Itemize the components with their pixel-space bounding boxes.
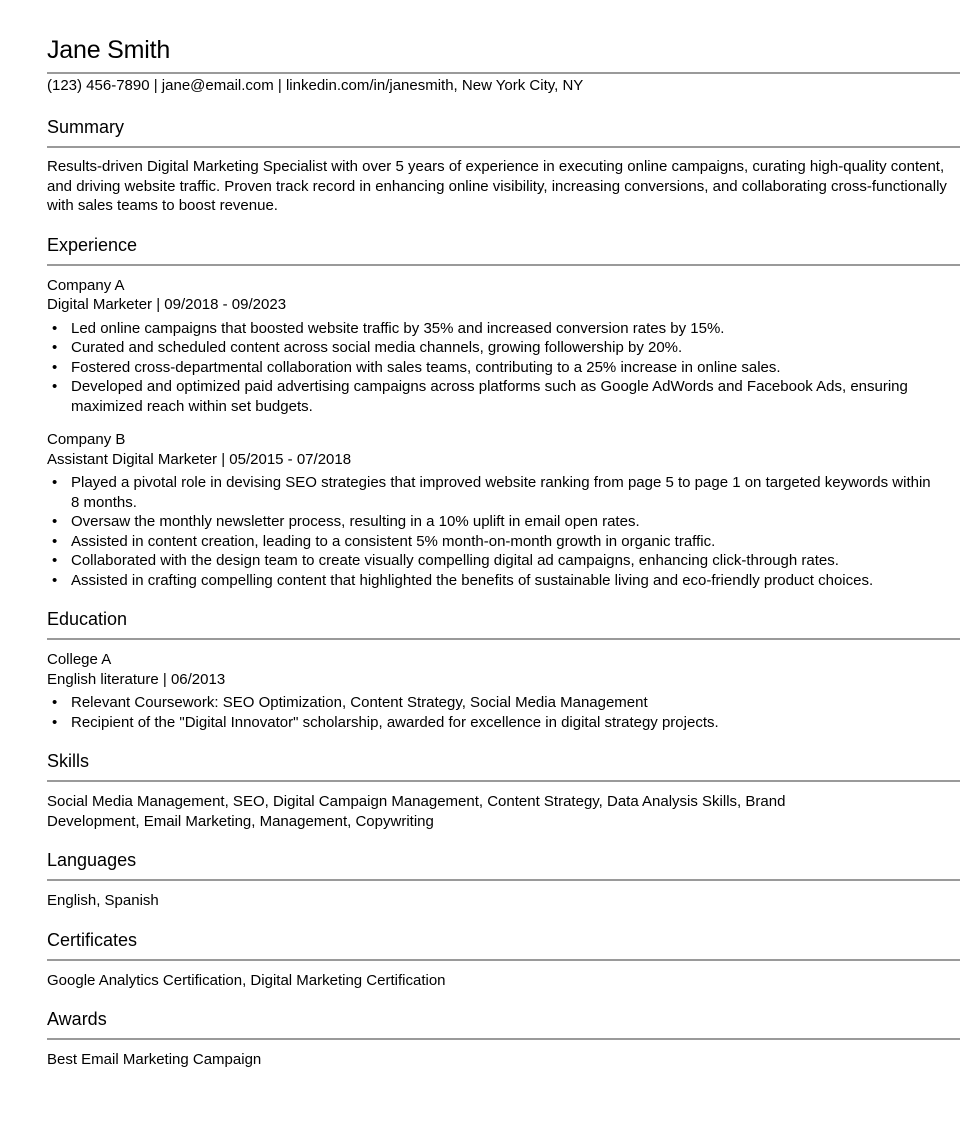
experience-company: Company A <box>47 276 125 294</box>
skills-title: Skills <box>47 751 90 771</box>
education-section <box>47 608 960 732</box>
experience-entry <box>47 430 942 590</box>
list-item: • Collaborated with the design team to create visually compelling digital ad campaigns, enhancing click-through rates. <box>71 551 942 571</box>
languages-title: Languages <box>47 850 137 870</box>
education-degree: English literature | 06/2013 <box>47 670 226 688</box>
experience-role: Digital Marketer | 09/2018 - 09/2023 <box>47 296 287 313</box>
experience-company: Company B <box>47 431 126 448</box>
experience-body <box>47 276 942 591</box>
languages-section <box>47 849 960 911</box>
summary-title: Summary <box>47 117 125 137</box>
education-school: College A <box>47 651 112 668</box>
resume-header <box>47 34 960 96</box>
summary-divider <box>47 146 960 148</box>
list-item: • Fostered cross-departmental collaboration with sales teams, contributing to a 25% increase in online sales. <box>71 358 942 378</box>
education-entry <box>47 650 947 732</box>
skills-section <box>47 750 960 831</box>
list-item: • Recipient of the "Digital Innovator" scholarship, awarded for excellence in digital strategy projects. <box>71 713 947 733</box>
awards-title: Awards <box>47 1009 107 1029</box>
experience-bullets <box>47 473 942 590</box>
certificates-divider <box>47 959 960 961</box>
list-item: • Oversaw the monthly newsletter process, resulting in a 10% uplift in email open rates. <box>71 512 942 532</box>
skills-text: Social Media Management, SEO, Digital Campaign Management, Content Strategy, Data Analysis Skills, Brand Development, Email Marketing, Management, Copywriting <box>47 793 786 830</box>
languages-divider <box>47 879 960 881</box>
experience-title: Experience <box>47 234 138 255</box>
summary-section <box>47 116 960 216</box>
contact-line: (123) 456-7890 | jane@email.com | linkedin.com/in/janesmith, New York City, NY <box>47 77 584 94</box>
candidate-name: Jane Smith <box>47 36 171 64</box>
certificates-section <box>47 929 960 991</box>
skills-divider <box>47 780 960 782</box>
awards-text: Best Email Marketing Campaign <box>47 1051 262 1068</box>
experience-entry <box>47 276 942 417</box>
education-title: Education <box>47 609 128 629</box>
experience-role: Assistant Digital Marketer | 05/2015 - 07/2018 <box>47 450 352 468</box>
experience-bullets <box>47 319 942 417</box>
list-item: • Led online campaigns that boosted website traffic by 35% and increased conversion rates by 15%. <box>71 319 942 339</box>
experience-section <box>47 234 960 591</box>
summary-text: Results-driven Digital Marketing Specialist with over 5 years of experience in executing online campaigns, curating high-quality content, and driving website traffic. Proven track record in enhancing online visibility, increasing conversions, and collaborating cross-functionally with sales teams to boost revenue. <box>47 158 947 214</box>
certificates-title: Certificates <box>47 929 138 950</box>
list-item: • Curated and scheduled content across social media channels, growing followership by 20%. <box>71 338 942 358</box>
list-item: • Assisted in content creation, leading to a consistent 5% month-on-month growth in organic traffic. <box>71 532 942 552</box>
experience-divider <box>47 264 960 266</box>
awards-section <box>47 1008 960 1070</box>
education-divider <box>47 638 960 640</box>
languages-text: English, Spanish <box>47 892 159 909</box>
list-item: • Relevant Coursework: SEO Optimization, Content Strategy, Social Media Management <box>71 693 947 713</box>
list-item: • Played a pivotal role in devising SEO strategies that improved website ranking from page 5 to page 1 on targeted keywords within 8 months. <box>71 473 942 512</box>
certificates-text: Google Analytics Certification, Digital Marketing Certification <box>47 971 446 989</box>
education-body <box>47 650 947 732</box>
list-item: • Assisted in crafting compelling content that highlighted the benefits of sustainable living and eco-friendly product choices. <box>71 571 942 591</box>
header-divider <box>47 72 960 74</box>
education-bullets <box>47 693 947 732</box>
awards-divider <box>47 1038 960 1040</box>
list-item: • Developed and optimized paid advertising campaigns across platforms such as Google AdWords and Facebook Ads, ensuring maximized reach within set budgets. <box>71 377 942 416</box>
